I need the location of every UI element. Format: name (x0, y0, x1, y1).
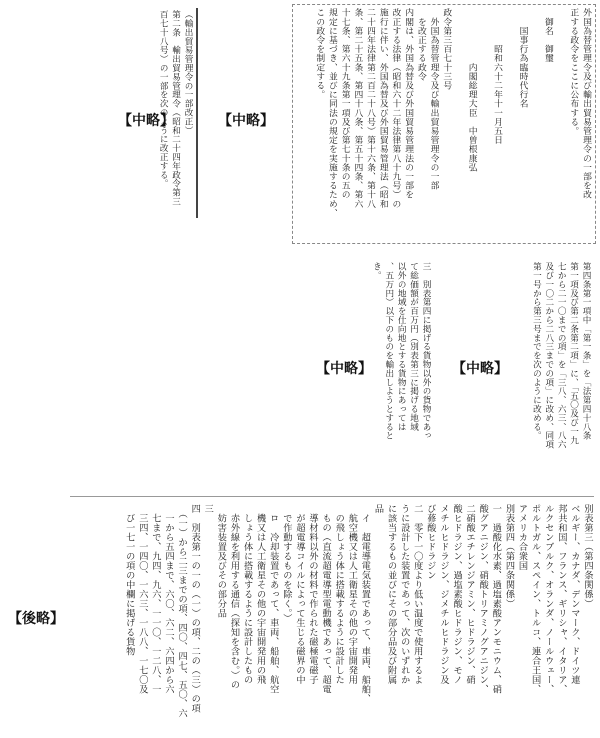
amendment-bar (196, 8, 198, 218)
amendment-block: （輸出貿易管理令の一部改正） 第二条 輸出貿易管理令（昭和二十四年政令第三 百七十八号）の一部を次のように改正する。 (158, 10, 193, 206)
omitted-label-d: 【中略】 (452, 361, 508, 377)
item-three-block: 三 別表第四に掲げる貨物以外の貨物であっ て総価額が百万円（別表第三に掲げる地域 以外の地域を仕向地とする貨物にあっては 、五万円）以下のものを輸出しようとすると き。 (371, 262, 431, 440)
appendix-tables-block: 別表第三（第四条関係） ベルギー、カナダ、デンマーク、ドイツ連 邦共和国、フランス、ギリシャ、イタリア、 ルクセンブルク、オランダ、ノールウェー、 ポルトガル、スペイン、トルコ、連合王国、 アメリカ合衆国 別表第四（第四条関係） 一 過酸化水素、過塩素酸アンモニウム、硝 酸グアニジン、硝酸トリアミノグアニジン、 二硝酸エチレンジアミン、ヒドラジン、硝 酸ヒドラジン、過塩素酸ヒドラジン、モノ メチルヒドラジン、ジメチルヒドラジン及 び蓚酸ヒドラジン 二 零下一〇度より低い温度で使用するよ うに設計した装置であって、次のいずれか に該当するもの並びにその部分品及び附属 品 イ 超電導電気装置であって、車両、船舶、 航空機又は人工衛星その他の宇宙開発用 の飛しょう体に搭載するように設計した もの（直流超電導型電動機であって、超電 導材料以外の材料で作られた磁極電磁子 が超電導コイルによって生じる磁界の中 で作動するものを除く。） ロ 冷却装置であって、車両、船舶、航空 機又は人工衛星その他の宇宙開発用の飛 しょう体に搭載するように設計したもの 赤外線を利用する通信（探知を含む。）の 妨害装置及びその部分品 三 四 別表第一の一の（一）の項、二の（三）の項 （一）から二三までの項、四〇、四七、五〇、六 一から五四まで、六〇、六二、六四から六 七まで、九四、九六、一一〇、一二八、一 三四、一四〇、一六三、一八八、一七〇及 び一七一の項の中欄に掲げる貨物 (123, 504, 593, 718)
omitted-label-after: 【後略】 (8, 611, 64, 627)
omitted-label-b: 【中略】 (218, 113, 274, 129)
omitted-label-a: 【中略】 (118, 113, 174, 129)
announcement-block: 外国為替管理令及び輸出貿易管理令の一部を改 正する政令をここに公布する。 御名 御璽 国事行為臨時代行名 昭和六十二年十一月五日 内閣総理大臣 中曽根康弘 政令第三百七十三号 外国為替管理令及び輸出貿易管理令の一部 を改正する政令 内閣は、外国為替及び外国貿易管理法の一部を 改正する法律（昭和六十二年法律第八十九号）の 施行に伴い、外国為替及び外国貿易管理法（昭和 二十四年法律第二百二十八号）第十六条、第十八 条、第二十五条、第四十八条、第五十四条、第六 十七条、第六十九条第一項及び第七十条の五の 規定に基づき、並びに同法の規定を実施するため、 この政令を制定する。 (314, 8, 591, 218)
article-four-block: 第四条第一項中「第一条」を「法第四十八条 第一項及び第二条第二項」に、「五〇及び一九 七から二一〇までの項」を「三八、六三、八六 及び一〇二から二八三までの項」に改め、同項 第一号から第三号までを次のように改める。 (531, 262, 591, 449)
bottom-separator (70, 496, 594, 497)
omitted-label-c: 【中略】 (316, 361, 372, 377)
